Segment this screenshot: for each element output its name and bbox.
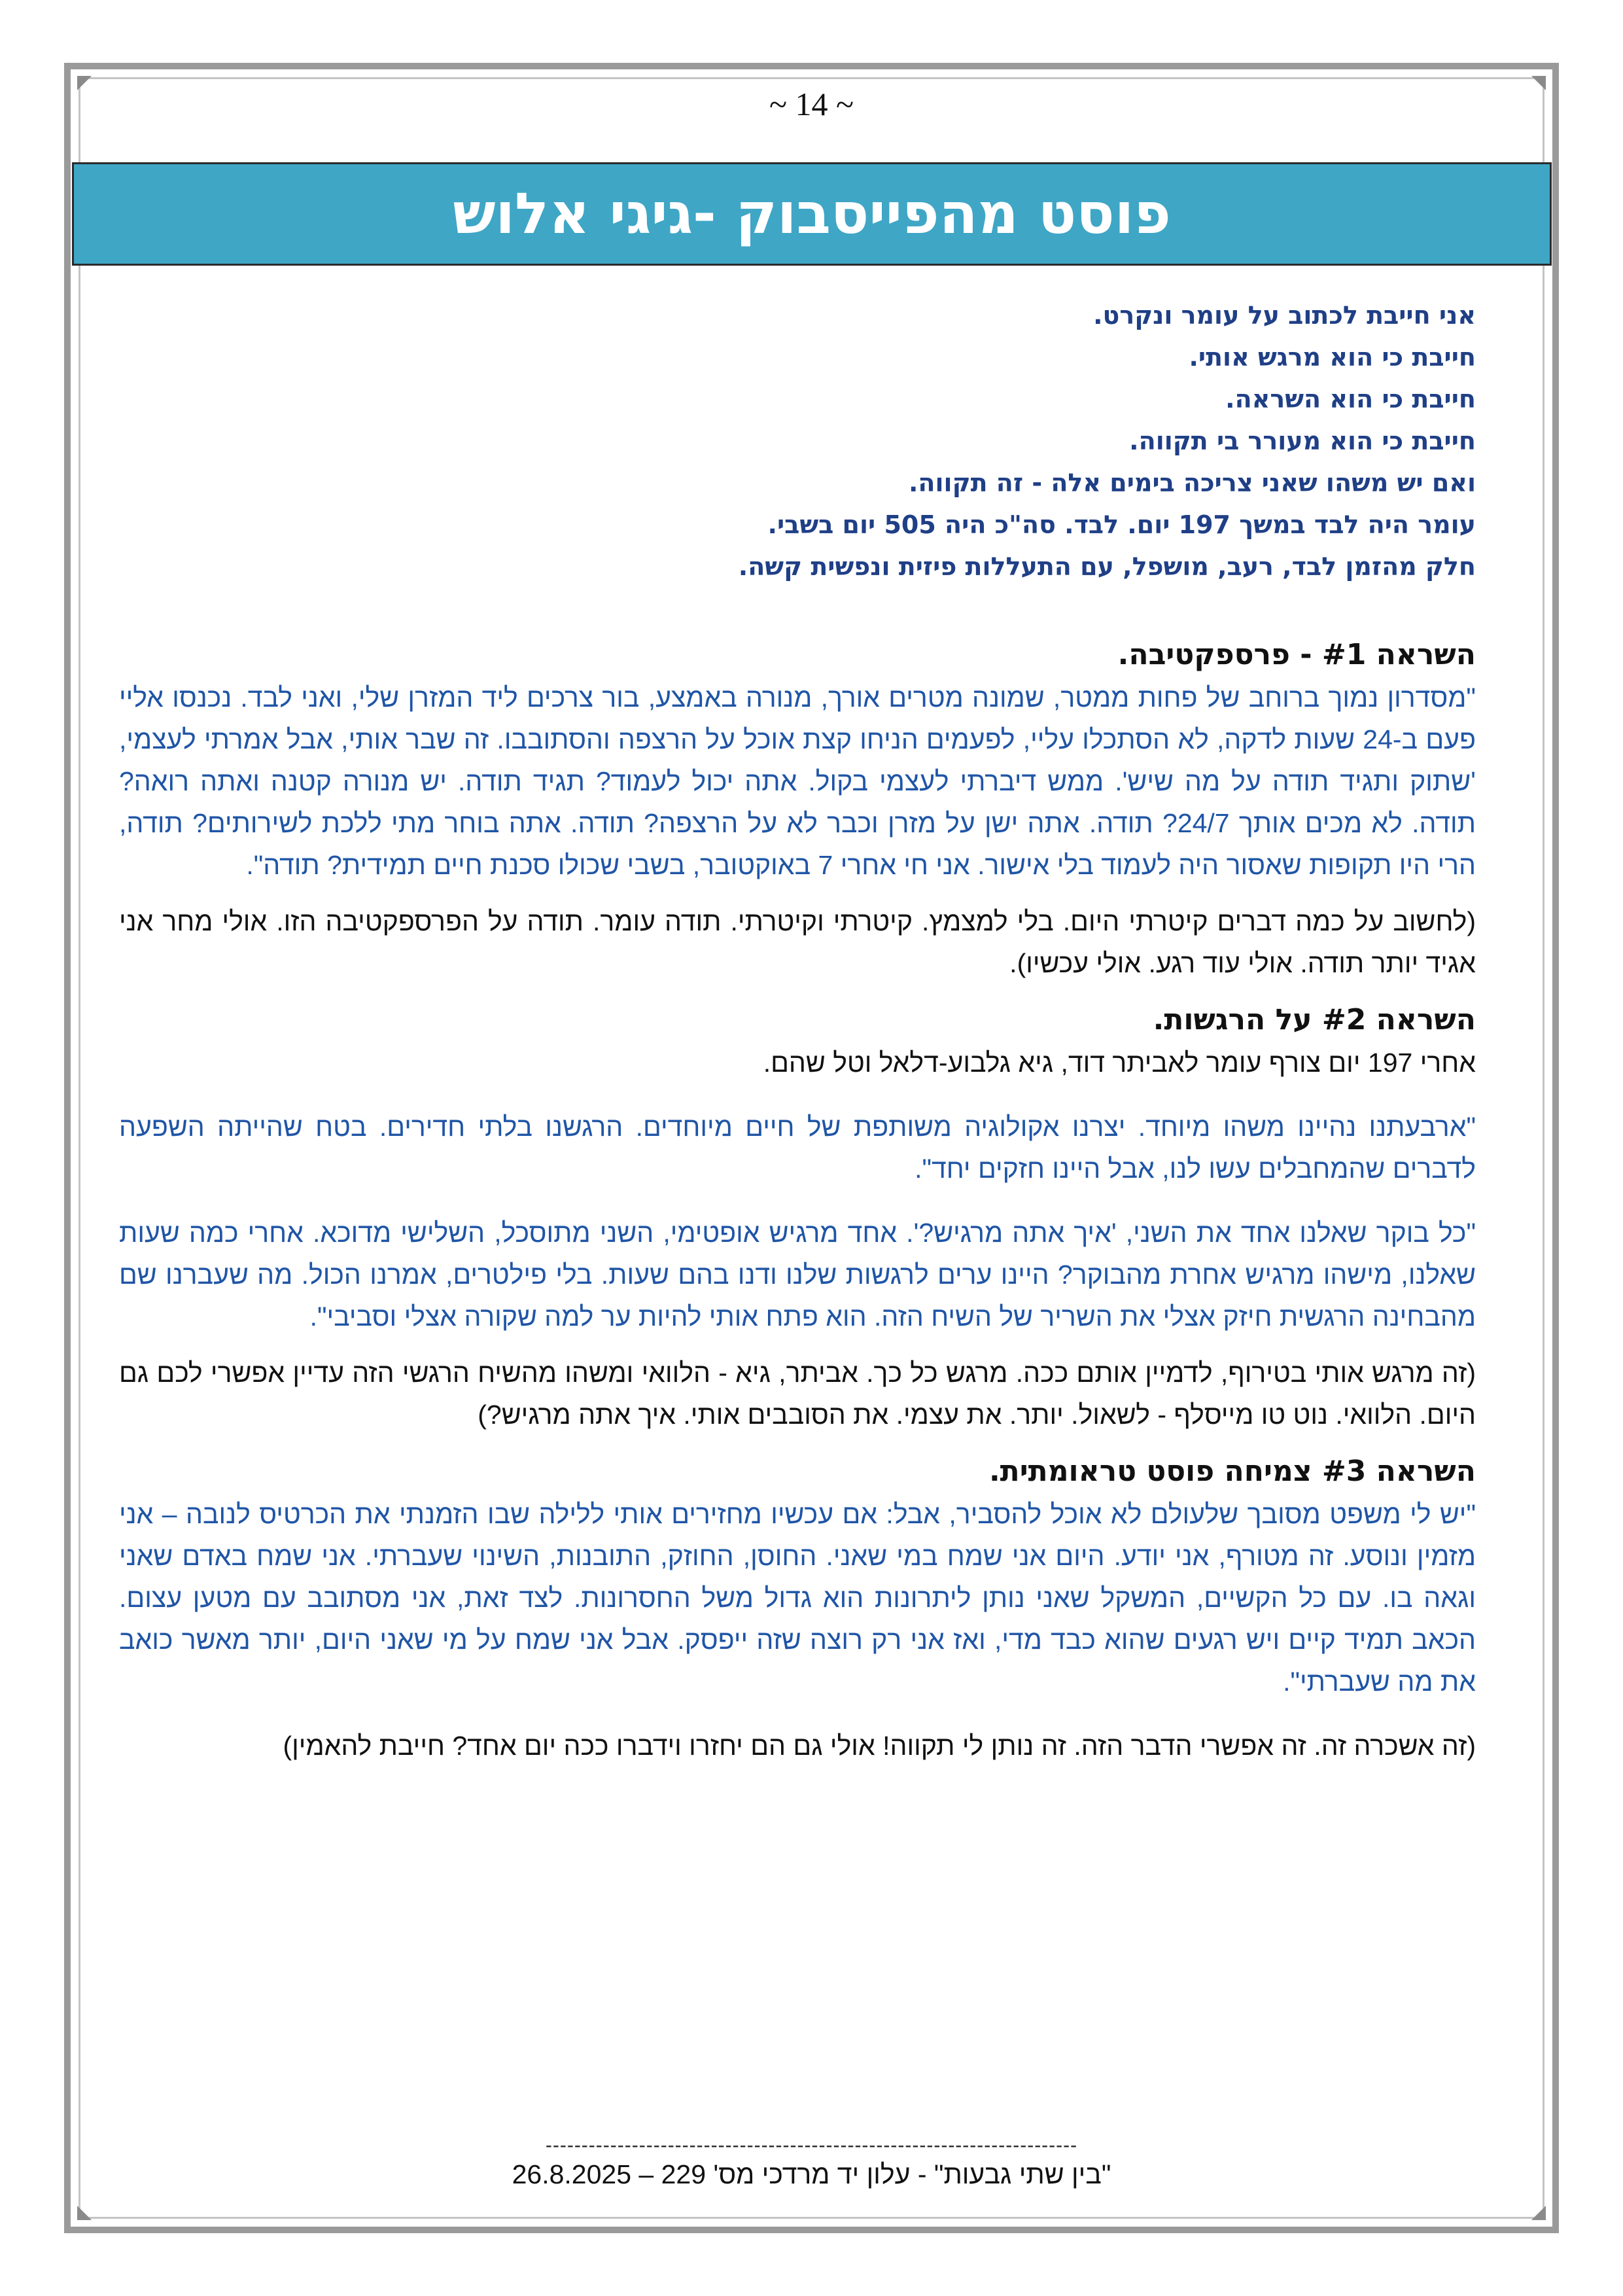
page-number: ~ 14 ~ — [769, 86, 854, 122]
intro-line: אני חייבת לכתוב על עומר ונקרט. — [1093, 301, 1476, 330]
comment-paragraph: (לחשוב על כמה דברים קיטרתי היום. בלי למצמץ. קיטרתי וקיטרתי. תודה עומר. תודה על הפרספקטיבה הזו. אולי מחר אני אגיד יותר תודה. אולי עוד רגע. אולי עכשיו). — [119, 906, 1476, 978]
comment-paragraph: (זה אשכרה זה. זה אפשרי הדבר הזה. זה נותן לי תקווה! אולי גם הם יחזרו וידברו ככה יום אחד? חייבת להאמין) — [283, 1731, 1476, 1761]
intro-line: עומר היה לבד במשך 197 יום. לבד. סה"כ היה 505 יום בשבי. — [767, 510, 1476, 539]
frame-corner-bottom-right — [1531, 2206, 1546, 2220]
frame-corner-bottom-left — [77, 2206, 92, 2220]
intro-line: חייבת כי הוא מעורר בי תקווה. — [1129, 427, 1476, 455]
quote-paragraph: "כל בוקר שאלנו אחד את השני, 'איך אתה מרגיש?'. אחד מרגיש אופטימי, השני מתוסכל, השלישי מדוכא. אחרי כמה שעות שאלנו, מישהו מרגיש אחרת מהבוקר? היינו ערים לרגשות שלנו ודנו בהם שעות. בלי פילטרים, אמרנו הכול. מה שעברנו שם מהבחינה הרגשית חיזק אצלי את השריר של השיח הזה. הוא פתח אותי להיות ער למה שקורה אצלי וסביבי". — [119, 1218, 1476, 1332]
section-heading-perspective: השראה #1 - פרספקטיבה. — [1117, 638, 1476, 671]
quote-paragraph: "ארבעתנו נהיינו משהו מיוחד. יצרנו אקולוגיה משותפת של חיים מיוחדים. הרגשנו בלתי חדירים. בטח שהייתה השפעה לדברים שהמחבלים עשו לנו, אבל היינו חזקים יחד". — [119, 1112, 1476, 1184]
intro-block — [119, 294, 1476, 588]
section-heading-growth: השראה #3 צמיחה פוסט טראומתית. — [988, 1455, 1476, 1488]
title-banner — [72, 162, 1552, 266]
intro-line: חלק מהזמן לבד, רעב, מושפל, עם התעללות פיזית ונפשית קשה. — [738, 552, 1476, 581]
footer-publication: "בין שתי גבעות" - עלון יד מרדכי מס' 229 – 26.8.2025 — [512, 2159, 1111, 2189]
footer-separator: -------------------------------------------------------------------------- — [545, 2134, 1078, 2156]
comment-paragraph: (זה מרגש אותי בטירוף, לדמיין אותם ככה. מרגש כל כך. אביתר, גיא - הלוואי ומשהו מהשיח הרגשי הזה עדיין אפשרי לכם גם היום. הלוואי. נוט טו מייסלף - לשאול. יותר. את עצמי. את הסובבים אותי. איך אתה מרגיש?) — [119, 1358, 1476, 1430]
section-intro: אחרי 197 יום צורף עומר לאביתר דוד, גיא גלבוע-דלאל וטל שהם. — [763, 1048, 1476, 1078]
quote-paragraph: "מסדרון נמוך ברוחב של פחות ממטר, שמונה מטרים אורך, מנורה באמצע, בור צרכים ליד המזרן שלי, ואני לבד. נכנסו אליי פעם ב-24 שעות לדקה, לא הסתכלו עליי, לפעמים הניחו קצת אוכל על הרצפה והסתובבו. זה שבר אותי, אבל אמרתי לעצמי, 'שתוק ותגיד תודה על מה שיש'. ממש דיברתי לעצמי בקול. אתה יכול לעמוד? תגיד תודה. יש מנורה קטנה ואתה רואה? תודה. לא מכים אותך 24/7? תודה. אתה ישן על מזרן וכבר לא על הרצפה? תודה. אתה בוחר מתי ללכת לשירותים? תודה, הרי היו תקופות שאסור היה לעמוד בלי אישור. אני חי אחרי 7 באוקטובר, בשבי שכולו סכנת חיים תמידית? תודה". — [119, 682, 1476, 880]
intro-line: ואם יש משהו שאני צריכה בימים אלה - זה תקווה. — [908, 468, 1476, 497]
intro-line: חייבת כי הוא השראה. — [1225, 385, 1476, 414]
quote-paragraph: "יש לי משפט מסובך שלעולם לא אוכל להסביר, אבל: אם עכשיו מחזירים אותי ללילה שבו הזמנתי את הכרטיס לנובה – אני מזמין ונוסע. זה מטורף, אני יודע. היום אני שמח במי שאני. החוסן, החוזק, התובנות, השינוי שעברתי. אני שמח באדם שאני וגאה בו. עם כל הקשיים, המשקל שאני נותן ליתרונות הוא גדול משל החסרונות. לצד זאת, אני מסתובב עם מטען עצום. הכאב תמיד קיים ויש רגעים שהוא כבד מדי, ואז אני רק רוצה שזה ייפסק. אבל אני שמח על מי שאני היום, יותר מאשר כואב את מה שעברתי". — [119, 1499, 1476, 1697]
article-body — [119, 294, 1476, 1767]
section-heading-emotions: השראה #2 על הרגשות. — [1153, 1003, 1476, 1036]
intro-line: חייבת כי הוא מרגש אותי. — [1189, 343, 1476, 372]
page-title: פוסט מהפייסבוק -גיגי אלוש — [453, 181, 1171, 247]
